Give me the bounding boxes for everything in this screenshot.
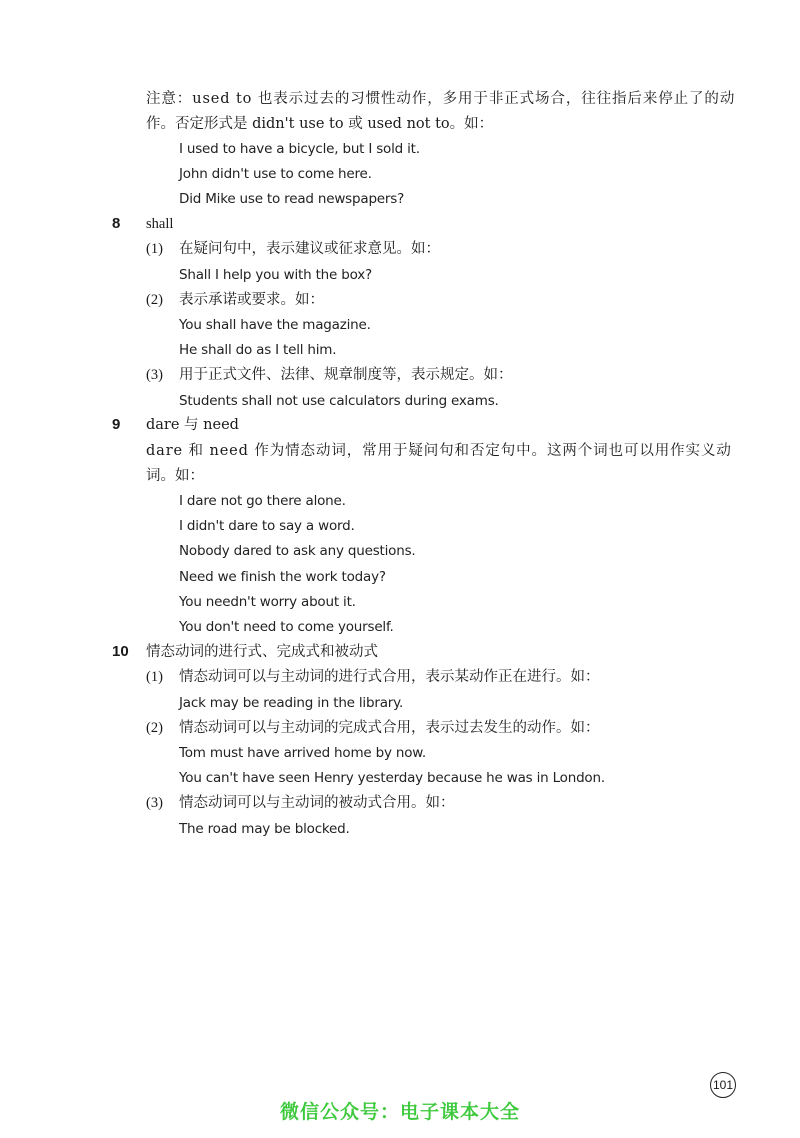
example-sentence: Nobody dared to ask any questions. [179, 543, 416, 559]
item-marker: (2) [146, 720, 163, 736]
item-text: 在疑问句中，表示建议或征求意见。如： [179, 241, 440, 257]
example-sentence: Did Mike use to read newspapers? [179, 191, 405, 207]
example-sentence: The road may be blocked. [179, 821, 350, 837]
example-sentence: Students shall not use calculators during exams. [179, 393, 499, 409]
example-sentence: You shall have the magazine. [179, 317, 371, 333]
example-sentence: Shall I help you with the box? [179, 267, 372, 283]
example-sentence: I used to have a bicycle, but I sold it. [179, 141, 420, 157]
section-paragraph-line-2: 词。如： [146, 468, 204, 484]
section-number: 10 [112, 643, 129, 660]
item-marker: (3) [146, 367, 163, 383]
example-sentence: You needn't worry about it. [179, 594, 356, 610]
example-sentence: Tom must have arrived home by now. [179, 745, 426, 761]
example-sentence: He shall do as I tell him. [179, 342, 337, 358]
note-line-1: 注意：used to 也表示过去的习惯性动作，多用于非正式场合，往往指后来停止了的动 [146, 91, 736, 107]
section-paragraph-line-1: dare 和 need 作为情态动词，常用于疑问句和否定句中。这两个词也可以用作实义动 [146, 443, 732, 459]
example-sentence: Need we finish the work today? [179, 569, 386, 585]
item-text: 用于正式文件、法律、规章制度等，表示规定。如： [179, 367, 513, 383]
section-title: dare 与 need [146, 417, 239, 433]
item-marker: (2) [146, 292, 163, 308]
item-text: 情态动词可以与主动词的进行式合用，表示某动作正在进行。如： [179, 669, 600, 685]
item-text: 表示承诺或要求。如： [179, 292, 324, 308]
example-sentence: You don't need to come yourself. [179, 619, 394, 635]
note-line-2: 作。否定形式是 didn't use to 或 used not to。如： [146, 116, 494, 132]
page-number-badge: 101 [710, 1072, 736, 1098]
section-number: 9 [112, 416, 121, 433]
item-marker: (1) [146, 669, 163, 685]
item-text: 情态动词可以与主动词的完成式合用，表示过去发生的动作。如： [179, 720, 600, 736]
item-text: 情态动词可以与主动词的被动式合用。如： [179, 795, 455, 811]
example-sentence: I didn't dare to say a word. [179, 518, 355, 534]
item-marker: (3) [146, 795, 163, 811]
section-title: shall [146, 216, 174, 232]
section-number: 8 [112, 215, 121, 232]
example-sentence: Jack may be reading in the library. [179, 695, 404, 711]
example-sentence: I dare not go there alone. [179, 493, 346, 509]
item-marker: (1) [146, 241, 163, 257]
footer-watermark: 微信公众号：电子课本大全 [279, 1101, 520, 1123]
example-sentence: You can't have seen Henry yesterday because he was in London. [179, 770, 605, 786]
section-title: 情态动词的进行式、完成式和被动式 [146, 644, 378, 660]
example-sentence: John didn't use to come here. [179, 166, 372, 182]
